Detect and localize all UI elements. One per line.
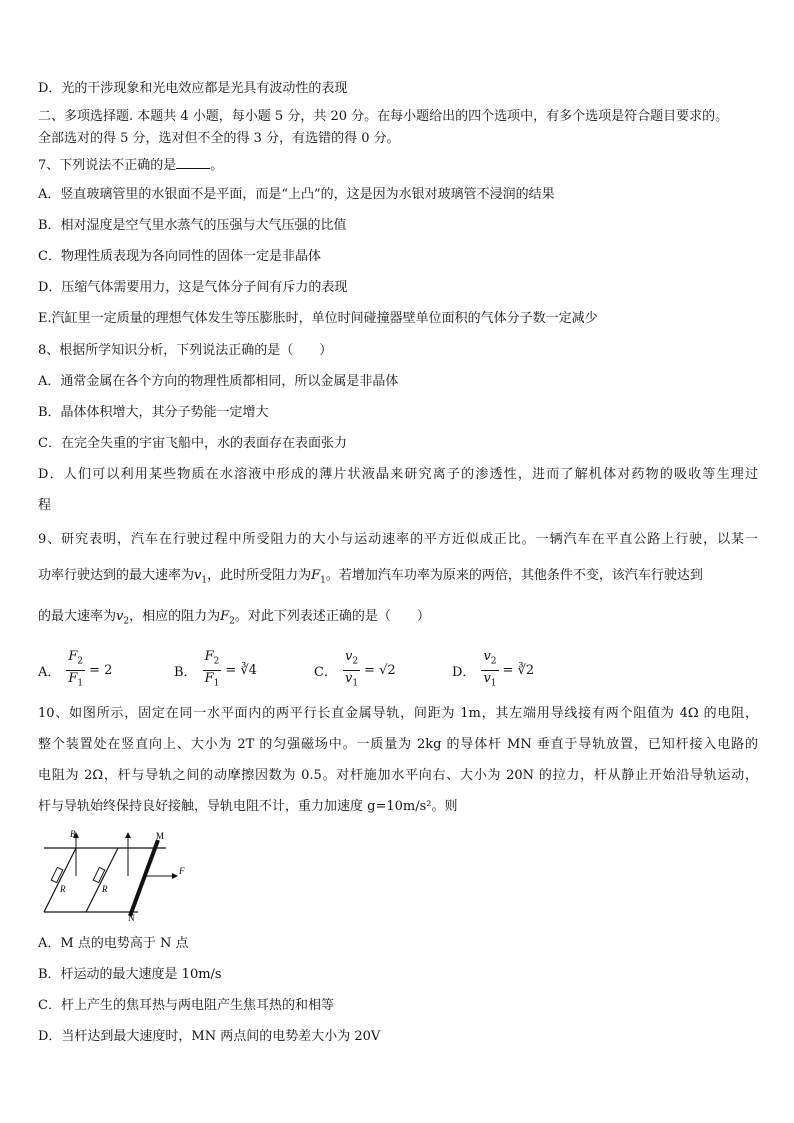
- q9-text: 功率行驶达到的最大速率为: [38, 568, 195, 583]
- question-9-line2: [38, 567, 758, 590]
- q9-option-d: [452, 648, 534, 692]
- resistor-2: [93, 867, 105, 882]
- q8-option-d-line2: 程: [38, 498, 52, 513]
- fraction: $\frac{v_2}{v_1}$: [344, 648, 359, 689]
- fraction: $\frac{F_2}{F_1}$: [68, 648, 84, 689]
- d6-option: D．光的干涉现象和光电效应都是光具有波动性的表现: [38, 81, 348, 96]
- q9-text: ，此时所受阻力为: [207, 568, 312, 583]
- q9-text: 的最大速率为: [38, 609, 117, 624]
- q10-option-c: C．杆上产生的焦耳热与两电阻产生焦耳热的和相等: [38, 998, 334, 1013]
- question-9-line3: [38, 608, 758, 631]
- question-10-line1: 10、如图所示，固定在同一水平面内的两平行长直金属导轨，间距为 1m，其左端用导线接有两个阻值为 4Ω 的电阻，: [38, 706, 758, 721]
- q10-option-b: B．杆运动的最大速度是 10m/s: [38, 967, 222, 982]
- question-10-line4: 杆与导轨始终保持良好接触，导轨电阻不计，重力加速度 g=10m/s²。则: [38, 799, 458, 814]
- q7-option-b: B．相对湿度是空气里水蒸气的压强与大气压强的比值: [38, 218, 347, 233]
- q9-option-b: [174, 648, 257, 692]
- q9-option-letter: C．: [314, 664, 337, 680]
- q10-option-a: A．M 点的电势高于 N 点: [38, 936, 189, 951]
- q9-option-letter: A．: [38, 664, 61, 680]
- force-label-f: F: [179, 866, 185, 876]
- q8-option-b: B．晶体体积增大，其分子势能一定增大: [38, 405, 269, 420]
- q10-option-d: D．当杆达到最大速度时，MN 两点间的电势差大小为 20V: [38, 1029, 381, 1044]
- q7-option-d: D．压缩气体需要用力，这是气体分子间有斥力的表现: [38, 280, 348, 295]
- f1-symbol: $F_1$: [311, 568, 326, 586]
- point-label-n: N: [128, 913, 135, 922]
- q7-period: 。: [210, 158, 224, 173]
- f2-symbol: $F_2$: [220, 609, 235, 627]
- rod-mn: [130, 840, 158, 916]
- fraction: $\frac{v_2}{v_1}$: [483, 648, 497, 689]
- field-label-b: B: [70, 829, 76, 839]
- q8-option-d-line1: D．人们可以利用某些物质在水溶液中形成的薄片状液晶来研究离子的渗透性，进而了解机体对药物的吸收等生理过: [38, 467, 758, 482]
- q9-text: 。若增加汽车功率为原来的两倍，其他条件不变，该汽车行驶达到: [325, 568, 703, 583]
- question-9-line1: 9、研究表明，汽车在行驶过程中所受阻力的大小与运动速率的平方近似成正比。一辆汽车在平直公路上行驶，以某一: [38, 532, 758, 547]
- q9-option-rhs: = ∛4: [225, 662, 257, 678]
- q7-blank: [176, 156, 210, 169]
- q9-option-rhs: = √2: [364, 662, 396, 678]
- q7-option-e: E.汽缸里一定质量的理想气体发生等压膨胀时，单位时间碰撞器壁单位面积的气体分子数一定减少: [38, 311, 598, 326]
- question-10-line3: 电阻为 2Ω，杆与导轨之间的动摩擦因数为 0.5。对杆施加水平向右、大小为 20N 的拉力，杆从静止开始沿导轨运动，: [38, 768, 758, 783]
- q9-text: ，相应的阻力为: [129, 609, 221, 624]
- q7-text: 7、下列说法不正确的是: [38, 158, 177, 173]
- q7-option-c: C．物理性质表现为各向同性的固体一定是非晶体: [38, 249, 321, 264]
- section-2-heading-line1: 二、多项选择题. 本题共 4 小题，每小题 5 分，共 20 分。在每小题给出的四个选项中，有多个选项是符合题目要求的。: [38, 109, 729, 124]
- q9-option-a: [38, 648, 112, 692]
- q9-option-letter: B．: [174, 664, 197, 680]
- q7-option-a: A．竖直玻璃管里的水银面不是平面，而是“上凸”的，这是因为水银对玻璃管不浸润的结果: [38, 187, 555, 202]
- q8-option-a: A．通常金属在各个方向的物理性质都相同，所以金属是非晶体: [38, 374, 399, 389]
- resistor-label-r2: R: [102, 884, 108, 894]
- resistor-1: [51, 867, 63, 882]
- question-10-line2: 整个装置处在竖直向上、大小为 2T 的匀强磁场中。一质量为 2kg 的导体杆 MN 垂直于导轨放置，已知杆接入电路的: [38, 737, 758, 752]
- q8-option-c: C．在完全失重的宇宙飞船中，水的表面存在表面张力: [38, 436, 347, 451]
- q9-options-row: [38, 648, 758, 692]
- v2-symbol: $v_2$: [116, 609, 130, 627]
- q9-option-letter: D．: [452, 664, 476, 680]
- q9-text: 。对此下列表述正确的是（ ）: [234, 609, 430, 624]
- question-8-stem: 8、根据所学知识分析，下列说法正确的是（ ）: [38, 343, 333, 358]
- resistor-label-r1: R: [60, 884, 66, 894]
- v1-symbol: $v_1$: [194, 568, 208, 586]
- q9-option-rhs: = ∛2: [502, 662, 535, 678]
- fraction: $\frac{F_2}{F_1}$: [204, 648, 220, 689]
- q9-option-c: [314, 648, 396, 692]
- q9-option-rhs: = 2: [89, 662, 113, 678]
- section-2-heading-line2: 全部选对的得 5 分，选对但不全的得 3 分，有选错的得 0 分。: [38, 131, 400, 146]
- rail-circuit-diagram: [40, 828, 190, 922]
- point-label-m: M: [156, 831, 165, 841]
- question-7-stem: [38, 156, 758, 175]
